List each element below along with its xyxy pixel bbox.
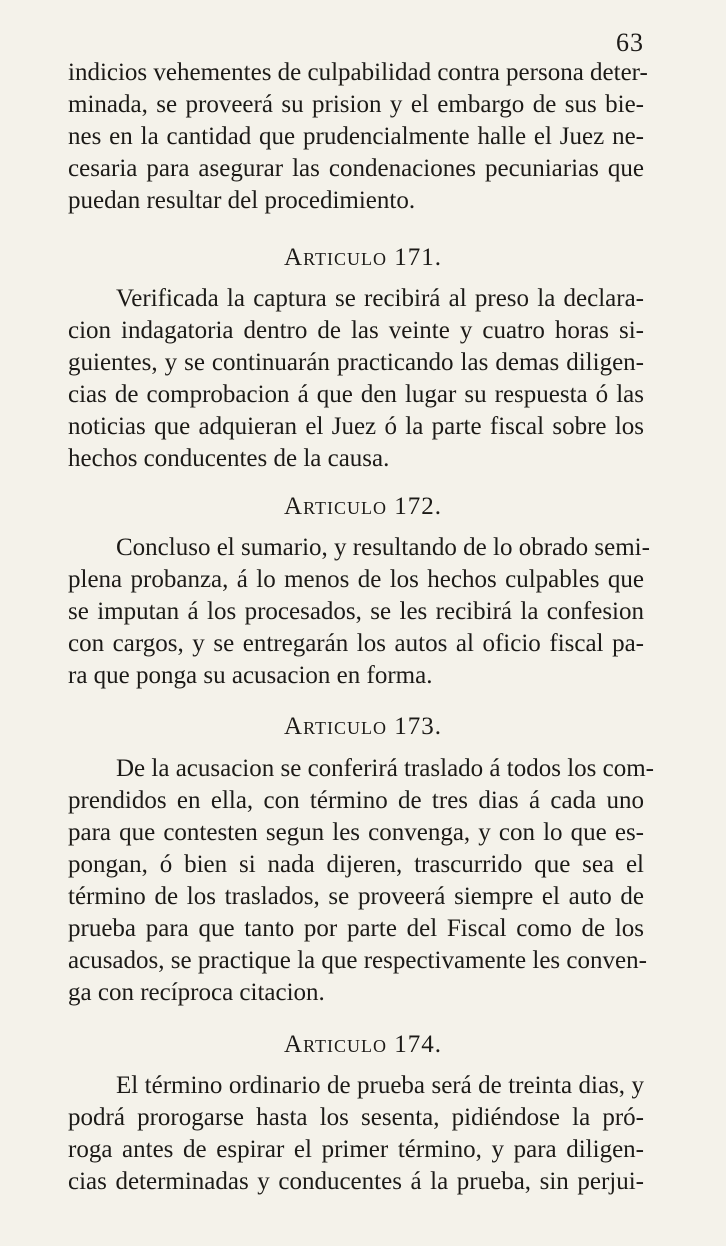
text-line: cesaria para asegurar las condenaciones pecuniarias que — [68, 155, 644, 182]
text-line: cias de comprobacion á que den lugar su respuesta ó las — [68, 381, 644, 408]
text-line: se imputan á los procesados, se les recibirá la confesion — [68, 598, 644, 625]
text-line: puedan resultar del procedimiento. — [68, 187, 416, 214]
text-line: indicios vehementes de culpabilidad contra persona deter- — [68, 59, 648, 86]
text-line: con cargos, y se entregarán los autos al oficio fiscal pa- — [68, 630, 644, 657]
text-line: roga antes de espirar el primer término, y para diligen- — [68, 1136, 644, 1163]
article-heading: Articulo 171. — [284, 244, 442, 271]
text-line: El término ordinario de prueba será de treinta dias, y — [116, 1072, 644, 1099]
text-line: hechos conducentes de la causa. — [68, 445, 390, 472]
text-line: guientes, y se continuarán practicando las demas diligen- — [68, 349, 644, 376]
text-line: plena probanza, á lo menos de los hechos culpables que — [68, 566, 644, 593]
text-line: De la acusacion se conferirá traslado á todos los com- — [116, 755, 654, 782]
text-line: pongan, ó bien si nada dijeren, trascurrido que sea el — [68, 851, 644, 878]
text-line: cias determinadas y conducentes á la prueba, sin perjui- — [68, 1168, 644, 1195]
text-line: término de los traslados, se proveerá siempre el auto de — [68, 883, 644, 910]
text-line: cion indagatoria dentro de las veinte y cuatro horas si- — [68, 317, 644, 344]
page-number: 63 — [616, 28, 644, 57]
text-line: prueba para que tanto por parte del Fiscal como de los — [68, 915, 644, 942]
text-line: para que contesten segun les convenga, y con lo que es- — [68, 819, 644, 846]
article-heading: Articulo 174. — [284, 1031, 442, 1058]
article-heading: Articulo 173. — [284, 713, 442, 740]
text-line: Verificada la captura se recibirá al preso la declara- — [116, 285, 644, 312]
text-line: acusados, se practique la que respectivamente les conven- — [68, 947, 647, 974]
text-line: ra que ponga su acusacion en forma. — [68, 662, 433, 689]
text-line: minada, se proveerá su prision y el embargo de sus bie- — [68, 91, 644, 118]
text-line: prendidos en ella, con término de tres dias á cada uno — [68, 787, 644, 814]
text-line: Concluso el sumario, y resultando de lo obrado semi- — [116, 534, 650, 561]
article-heading: Articulo 172. — [284, 493, 442, 520]
text-line: noticias que adquieran el Juez ó la parte fiscal sobre los — [68, 413, 644, 440]
text-line: nes en la cantidad que prudencialmente halle el Juez ne- — [68, 123, 644, 150]
text-line: ga con recíproca citacion. — [68, 979, 325, 1006]
text-line: podrá prorogarse hasta los sesenta, pidiéndose la pró- — [68, 1104, 644, 1131]
